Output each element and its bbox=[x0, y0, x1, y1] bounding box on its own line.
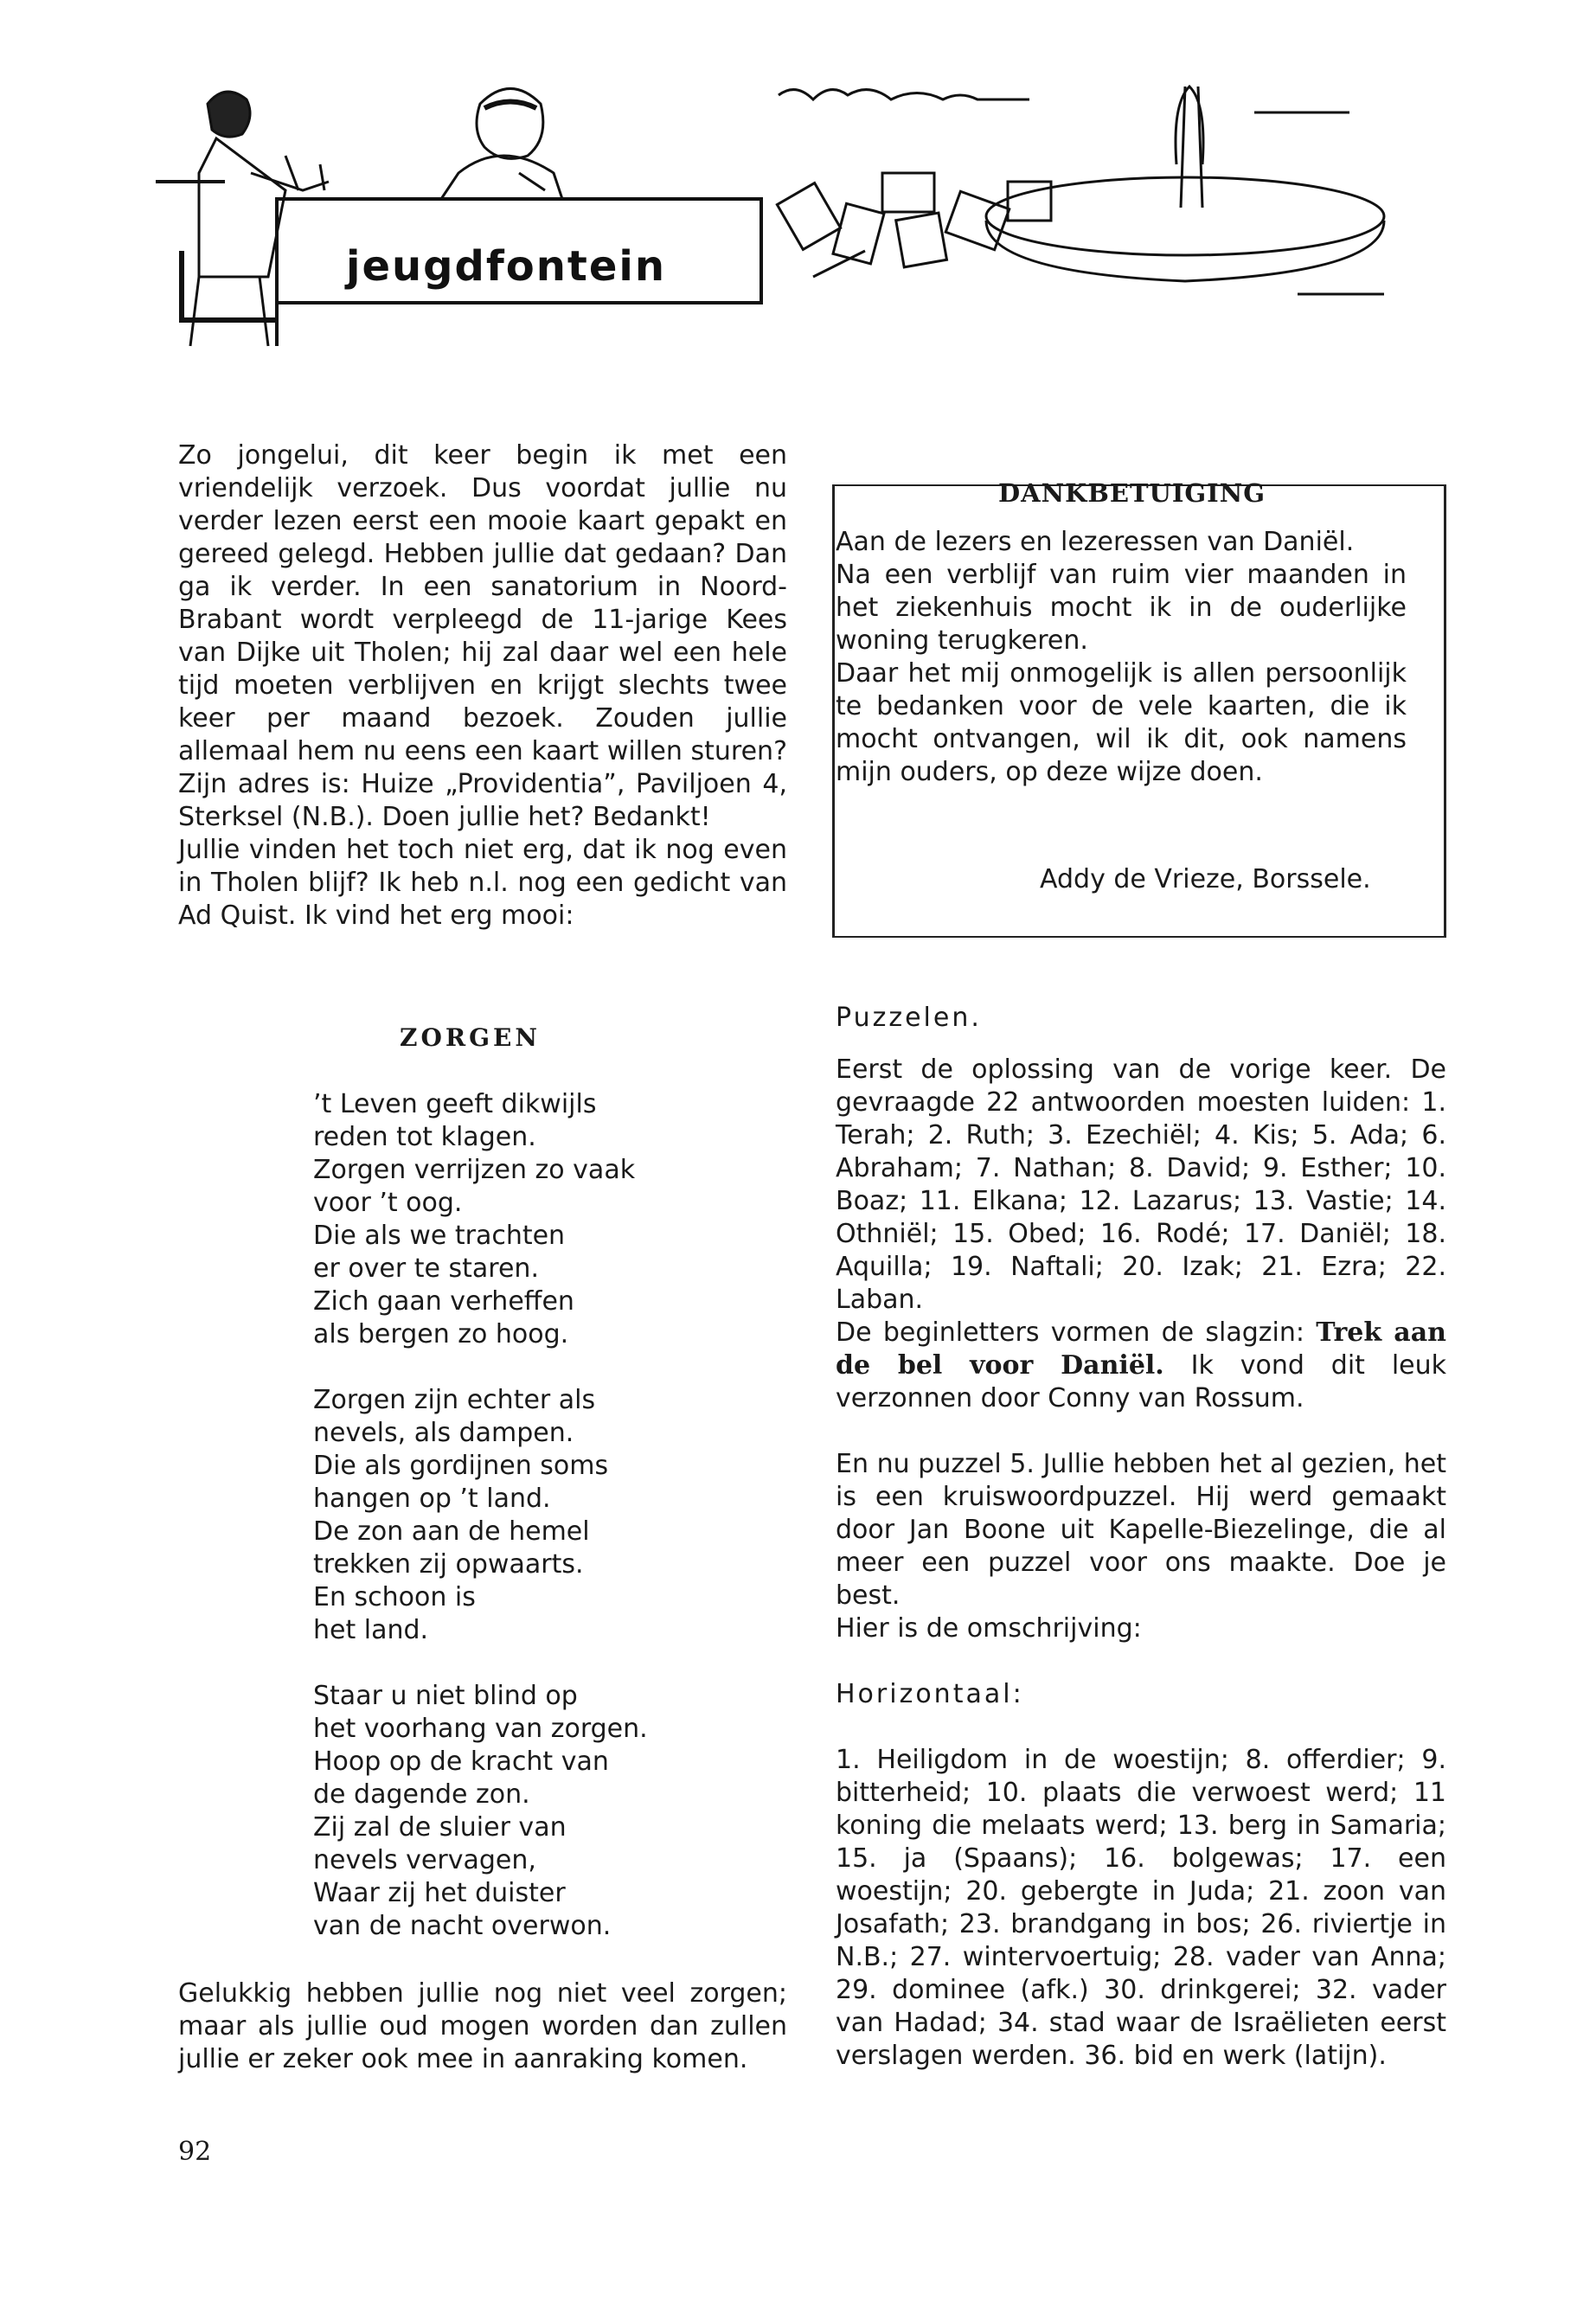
poem-line: Staar u niet blind op bbox=[313, 1681, 578, 1711]
puzzle-5-paragraph: En nu puzzel 5. Jullie hebben het al gezien, het is een kruiswoordpuzzel. Hij werd gemaakt door Jan Boone uit Kapelle-Biezelinge, die al meer een puzzel voor ons maakte. Doe je best. bbox=[836, 1449, 1446, 1611]
puzzle-slogan-paragraph bbox=[836, 1317, 1446, 1415]
notice-signature: Addy de Vrieze, Borssele. bbox=[1040, 864, 1371, 894]
poem-line: als bergen zo hoog. bbox=[313, 1319, 569, 1349]
poem-stanza-2 bbox=[313, 1384, 780, 1647]
puzzle-section bbox=[836, 1054, 1446, 2073]
page-number: 92 bbox=[178, 2137, 212, 2167]
poem-title: ZORGEN bbox=[400, 1023, 541, 1052]
notice-text bbox=[836, 526, 1407, 789]
intro-text bbox=[178, 439, 787, 933]
poem-line: Zij zal de sluier van bbox=[313, 1812, 567, 1843]
slogan-text: Trek aan de bel voor Daniël. bbox=[836, 1317, 1446, 1381]
poem-line: er over te staren. bbox=[313, 1253, 539, 1284]
intro-paragraph-2: Jullie vinden het toch niet erg, dat ik nog even in Tholen blijf? Ik heb n.l. nog een gedicht van Ad Quist. Ik vind het erg mooi: bbox=[178, 835, 787, 931]
notice-paragraph-1: Aan de lezers en lezeressen van Daniël. bbox=[836, 527, 1355, 557]
notice-title: DANKBETUIGING bbox=[998, 478, 1266, 508]
poem-line: Waar zij het duister bbox=[313, 1878, 566, 1908]
poem-line: Die als we trachten bbox=[313, 1221, 566, 1251]
poem-line: hangen op ’t land. bbox=[313, 1484, 551, 1514]
poem-line: reden tot klagen. bbox=[313, 1122, 536, 1152]
slogan-after: Ik vond dit leuk verzonnen door Conny van Rossum. bbox=[836, 1350, 1446, 1413]
poem-line: nevels, als dampen. bbox=[313, 1418, 574, 1448]
boy-drawing bbox=[182, 92, 329, 346]
closing-paragraph: Gelukkig hebben jullie nog niet veel zorgen; maar als jullie oud mogen worden dan zullen jullie er zeker ook mee in aanraking komen. bbox=[178, 1978, 787, 2074]
cards-drawing bbox=[777, 173, 1051, 277]
poem-line: Zich gaan verheffen bbox=[313, 1286, 574, 1317]
poem-line: En schoon is bbox=[313, 1582, 476, 1612]
poem-stanza-1 bbox=[313, 1088, 780, 1351]
horizontal-heading: Horizontaal: bbox=[836, 1679, 1024, 1709]
poem-line: trekken zij opwaarts. bbox=[313, 1549, 584, 1580]
poem-line: Zorgen zijn echter als bbox=[313, 1385, 596, 1415]
section-title: jeugdfontein bbox=[346, 242, 667, 291]
slogan-intro: De beginletters vormen de slagzin: bbox=[836, 1317, 1305, 1348]
girl-drawing bbox=[441, 89, 562, 200]
header-illustration bbox=[156, 78, 1453, 363]
poem-line: de dagende zon. bbox=[313, 1779, 530, 1810]
poem-line: voor ’t oog. bbox=[313, 1188, 463, 1218]
notice-box-left-border bbox=[832, 486, 835, 936]
poem-line: het land. bbox=[313, 1615, 429, 1645]
poem-line: Die als gordijnen soms bbox=[313, 1451, 609, 1481]
fountain-drawing bbox=[986, 87, 1384, 294]
puzzle-answers: Eerst de oplossing van de vorige keer. De gevraagde 22 antwoorden moesten luiden: 1. Terah; 2. Ruth; 3. Ezechiël; 4. Kis; 5. Ada; 6. Abraham; 7. Nathan; 8. David; 9. Esther; 10. Boaz; 11. Elkana; 12. Lazarus; 13. Vastie; 14. Othniël; 15. Obed; 16. Rodé; 17. Daniël; 18. Aquilla; 19. Naftali; 20. Izak; 21. Ezra; 22. Laban. bbox=[836, 1054, 1446, 1315]
poem bbox=[313, 1088, 780, 1976]
poem-line: het voorhang van zorgen. bbox=[313, 1714, 648, 1744]
poem-line: van de nacht overwon. bbox=[313, 1911, 612, 1941]
notice-paragraph-3: Daar het mij onmogelijk is allen persoonlijk te bedanken voor de vele kaarten, die ik mocht ontvangen, wil ik dit, ook namens mijn ouders, op deze wijze doen. bbox=[836, 658, 1407, 787]
poem-line: nevels vervagen, bbox=[313, 1845, 536, 1875]
poem-line: Zorgen verrijzen zo vaak bbox=[313, 1155, 636, 1185]
intro-paragraph: Zo jongelui, dit keer begin ik met een vriendelijk verzoek. Dus voordat jullie nu verder lezen eerst een mooie kaart gepakt en gereed gelegd. Hebben jullie dat gedaan? Dan ga ik verder. In een sanatorium in Noord-Brabant wordt verpleegd de 11-jarige Kees van Dijke uit Tholen; hij zal daar wel een hele tijd moeten verblijven en krijgt slechts twee keer per maand bezoek. Zouden jullie allemaal hem nu eens een kaart willen sturen? Zijn adres is: Huize „Providentia”, Paviljoen 4, Sterksel (N.B.). Doen jullie het? Bedankt! bbox=[178, 440, 787, 832]
puzzle-heading: Puzzelen. bbox=[836, 1003, 982, 1033]
notice-paragraph-2: Na een verblijf van ruim vier maanden in het ziekenhuis mocht ik in de ouderlijke woning terugkeren. bbox=[836, 560, 1407, 656]
notice-box-right-border bbox=[1444, 486, 1446, 936]
poem-line: De zon aan de hemel bbox=[313, 1516, 590, 1547]
poem-line: Hoop op de kracht van bbox=[313, 1747, 609, 1777]
poem-line: ’t Leven geeft dikwijls bbox=[313, 1089, 597, 1119]
horizontal-clues: 1. Heiligdom in de woestijn; 8. offerdier; 9. bitterheid; 10. plaats die verwoest werd; 11 koning die melaats werd; 13. berg in Samaria; 15. ja (Spaans); 16. bolgewas; 17. een woestijn; 20. gebergte in Juda; 21. zoon van Josafath; 23. brandgang in bos; 26. riviertje in N.B.; 27. wintervoertuig; 28. vader van Anna; 29. dominee (afk.) 30. drinkgerei; 32. vader van Hadad; 34. stad waar de Israëlieten eerst verslagen werden. 36. bid en werk (latijn). bbox=[836, 1745, 1446, 2071]
poem-stanza-3 bbox=[313, 1680, 780, 1943]
description-intro: Hier is de omschrijving: bbox=[836, 1613, 1142, 1644]
